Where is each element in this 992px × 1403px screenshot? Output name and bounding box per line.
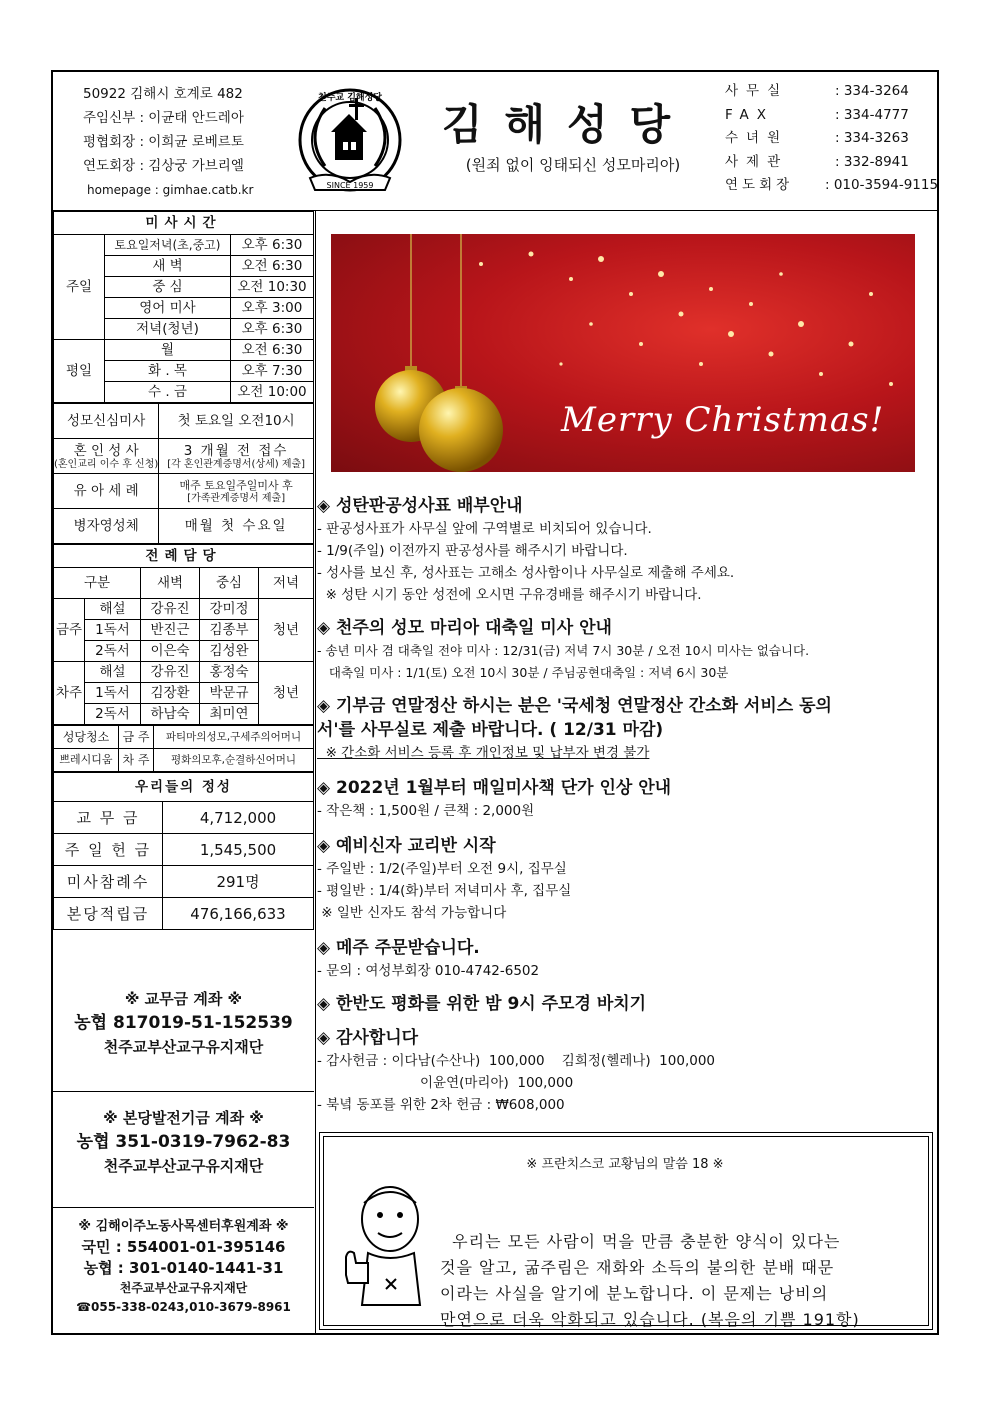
- quote-line: 것을 알고, 굶주림은 재화와 소득의 불의한 분배 때문: [440, 1258, 835, 1277]
- mass-schedule-table: [53, 211, 314, 403]
- offering-value: 1,545,500: [163, 834, 314, 866]
- duty-label: 성당청소: [54, 726, 119, 749]
- role: 2독서: [85, 704, 141, 725]
- notice-line: ※ 성탄 시기 동안 성전에 오시면 구유경배를 해주시기 바랍니다.: [317, 587, 702, 603]
- person: 최미연: [200, 704, 259, 725]
- notice-line: - 송년 미사 겸 대축일 전야 미사 : 12/31(금) 저녁 7시 30분 / 오전 10시 미사는 없습니다.: [317, 643, 810, 658]
- role: 1독서: [85, 683, 141, 704]
- contact-row: [725, 127, 938, 151]
- quote-line: 이라는 사실을 알기에 분노합니다. 이 문제는 낭비의: [440, 1284, 829, 1303]
- mass-time: 오전 6:30: [231, 256, 314, 277]
- duty-week: 차 주: [119, 749, 154, 772]
- offering-label: 교 무 금: [54, 802, 163, 834]
- notice-heading: ◈ 2022년 1월부터 매일미사책 단가 인상 안내: [317, 778, 672, 798]
- mass-time: 오전 10:30: [231, 277, 314, 298]
- mass-heading: 미사시간: [54, 212, 314, 235]
- left-column: [53, 211, 316, 1333]
- offering-label: 본당적립금: [54, 898, 163, 930]
- contact-value: : 334-4777: [835, 106, 909, 123]
- contact-row: [725, 174, 938, 198]
- mass-time: 오전 6:30: [231, 340, 314, 361]
- notice-heading: ◈ 예비신자 교리반 시작: [317, 836, 496, 856]
- person: 강미정: [200, 599, 259, 620]
- quote-body: [440, 1229, 860, 1333]
- group-name: 차주: [54, 662, 85, 725]
- liturgy-heading: 전례담당: [54, 545, 314, 568]
- contact-value: : 332-8941: [835, 153, 909, 170]
- contact-row: [725, 151, 938, 175]
- parish-info: [83, 82, 253, 202]
- contact-value: : 334-3263: [835, 130, 909, 146]
- offering-label: 주 일 헌 금: [54, 834, 163, 866]
- contact-list: [725, 80, 938, 198]
- role: 해설: [85, 662, 141, 683]
- logo-since: SINCE 1959: [326, 181, 374, 190]
- divider: [53, 1207, 314, 1208]
- sacrament-value: 매월 첫 수요일: [159, 509, 314, 544]
- notice-line: - 작은책 : 1,500원 / 큰책 : 2,000원: [317, 803, 535, 819]
- mass-time: 오후 3:00: [231, 298, 314, 319]
- mass-time: 오후 7:30: [231, 361, 314, 382]
- sacrament-name-note: (혼인교리 이수 후 신청): [54, 458, 159, 470]
- evening-team: 청년: [259, 599, 314, 662]
- liturgy-table: [53, 544, 314, 725]
- quote-line: 만연으로 더욱 악화되고 있습니다. (복음의 기쁨 191항): [440, 1310, 860, 1329]
- notice-heading: ◈ 기부금 연말정산 하시는 분은 '국세청 연말정산 간소화 서비스 동의: [317, 696, 832, 716]
- contact-value: : 010-3594-9115: [825, 177, 939, 193]
- page-subtitle: (원죄 없이 잉태되신 성모마리아): [465, 156, 681, 174]
- account-title: ※ 본당발전기금 계좌 ※: [103, 1109, 264, 1127]
- contact-value: : 334-3264: [835, 83, 909, 99]
- col-header: 구분: [54, 568, 141, 599]
- sacrament-note: [각 혼인관계증명서(상세) 제출]: [167, 458, 306, 470]
- youth-president: 연도회장 : 김상궁 가브리엘: [83, 158, 244, 174]
- bulletin-frame: [51, 70, 939, 1335]
- sacrament-table: [53, 403, 314, 544]
- sacrament-note: [가족관계증명서 제출]: [187, 492, 286, 504]
- notice-line: - 성사를 보신 후, 성사표는 고해소 성사함이나 사무실로 제출해 주세요.: [317, 565, 735, 581]
- notice-heading-cont: 서'를 사무실로 제출 바랍니다. ( 12/31 마감): [317, 720, 664, 740]
- mass-time: 오후 6:30: [231, 235, 314, 256]
- contact-label: 연도회장: [725, 177, 794, 193]
- account-owner: 천주교부산교구유지재단: [103, 1157, 264, 1175]
- col-header: 저녁: [259, 568, 314, 599]
- duty-value: 파티마의성모,구세주의어머니: [154, 726, 314, 749]
- contact-row: [725, 104, 938, 128]
- development-account: [53, 1106, 314, 1178]
- role: 2독서: [85, 641, 141, 662]
- person: 이은숙: [141, 641, 200, 662]
- christmas-banner: [331, 234, 915, 472]
- quote-line: 우리는 모든 사람이 먹을 만큼 충분한 양식이 있다는: [440, 1232, 841, 1251]
- sacrament-name: 병자영성체: [54, 509, 159, 544]
- divider: [53, 1091, 314, 1092]
- mass-time: 오전 10:00: [231, 382, 314, 403]
- pastor: 주임신부 : 이균태 안드레아: [83, 110, 244, 126]
- duty-value: 평화의모후,순결하신어머니: [154, 749, 314, 772]
- homepage-link[interactable]: homepage : gimhae.catb.kr: [87, 183, 254, 197]
- banner-text: Merry Christmas!: [561, 400, 885, 440]
- person: 김종부: [200, 620, 259, 641]
- role: 해설: [85, 599, 141, 620]
- group-name: 금주: [54, 599, 85, 662]
- quote-title: ※ 프란치스코 교황님의 말씀 18 ※: [526, 1157, 724, 1172]
- page-title: 김해성당: [441, 100, 693, 149]
- person: 반진근: [141, 620, 200, 641]
- account-owner: 천주교부산교구유지재단: [103, 1038, 264, 1056]
- marriage-cell: [54, 439, 159, 474]
- logo-text: 천주교 김해성당: [318, 93, 382, 103]
- notice-heading: ◈ 성탄판공성사표 배부안내: [317, 496, 523, 516]
- notice-line: - 감사헌금 : 이다남(수산나) 100,000 김희정(헬레나) 100,000: [317, 1053, 715, 1069]
- pope-cartoon-icon: [338, 1179, 428, 1309]
- notice-catechumen: [317, 834, 937, 924]
- mass-name: 월: [105, 340, 231, 361]
- mass-name: 중 심: [105, 277, 231, 298]
- notice-line: - 평일반 : 1/4(화)부터 저녁미사 후, 집무실: [317, 883, 572, 899]
- parish-logo: [285, 78, 415, 208]
- account-owner: 천주교부산교구유지재단: [119, 1281, 248, 1295]
- person: 하남숙: [141, 704, 200, 725]
- contact-label: 사무실: [725, 83, 789, 99]
- notice-heading: ◈ 한반도 평화를 위한 밤 9시 주모경 바치기: [317, 994, 647, 1014]
- account-number: 농협 : 301-0140-1441-31: [83, 1259, 284, 1277]
- notice-line: - 주일반 : 1/2(주일)부터 오전 9시, 집무실: [317, 861, 567, 877]
- sacrament-name: 성모신심미사: [54, 404, 159, 439]
- mass-name: 화 . 목: [105, 361, 231, 382]
- person: 김성완: [200, 641, 259, 662]
- pope-quote-box: [319, 1132, 933, 1330]
- marriage-info: [159, 439, 314, 474]
- account-title: ※ 김해이주노동사목센터후원계좌 ※: [78, 1219, 289, 1234]
- sacrament-value: 3 개월 전 접수: [183, 442, 289, 459]
- sacrament-value: 첫 토요일 오전10시: [159, 404, 314, 439]
- notice-solemnity: [317, 616, 937, 684]
- mass-name: 수 . 금: [105, 382, 231, 403]
- mass-name: 저녁(청년): [105, 319, 231, 340]
- sacrament-value: 매주 토요일주일미사 후: [179, 478, 293, 492]
- account-title: ※ 교무금 계좌 ※: [124, 990, 243, 1008]
- notice-line: - 문의 : 여성부회장 010-4742-6502: [317, 963, 540, 979]
- duty-table: [53, 725, 314, 772]
- contact-label: FAX: [725, 106, 775, 123]
- account-number: 농협 817019-51-152539: [74, 1013, 293, 1033]
- notice-line: ※ 간소화 서비스 등록 후 개인정보 및 납부자 변경 불가: [317, 745, 650, 761]
- evening-team: 청년: [259, 662, 314, 725]
- role: 1독서: [85, 620, 141, 641]
- offerings-heading: 우리들의 정성: [54, 773, 314, 802]
- notice-line: - 북녘 동포를 위한 2차 헌금 : ₩608,000: [317, 1097, 565, 1113]
- notice-line: - 1/9(주일) 이전까지 판공성사를 해주시기 바랍니다.: [317, 543, 628, 559]
- offering-value: 4,712,000: [163, 802, 314, 834]
- notice-missal: [317, 776, 937, 822]
- tithe-account: [53, 987, 314, 1059]
- notice-thanks: [317, 1026, 937, 1116]
- mass-time: 오후 6:30: [231, 319, 314, 340]
- sunday-label: 주일: [54, 235, 105, 340]
- notice-meju: [317, 936, 937, 982]
- contact-row: [725, 80, 938, 104]
- person: 강유진: [141, 599, 200, 620]
- sacrament-name: 혼 인 성 사: [73, 442, 139, 459]
- person: 박문규: [200, 683, 259, 704]
- notice-heading: ◈ 천주의 성모 마리아 대축일 미사 안내: [317, 618, 612, 638]
- col-header: 새벽: [141, 568, 200, 599]
- notice-line: - 판공성사표가 사무실 앞에 구역별로 비치되어 있습니다.: [317, 521, 652, 537]
- weekday-label: 평일: [54, 340, 105, 403]
- address: 50922 김해시 호계로 482: [83, 86, 243, 102]
- account-number: 농협 351-0319-7962-83: [76, 1132, 291, 1152]
- person: 홍정숙: [200, 662, 259, 683]
- duty-week: 금 주: [119, 726, 154, 749]
- account-number: 국민 : 554001-01-395146: [81, 1238, 286, 1256]
- notice-line: ※ 일반 신자도 참석 가능합니다: [317, 905, 507, 921]
- notice-tax: [317, 694, 937, 764]
- account-phone: ☎055-338-0243,010-3679-8961: [76, 1300, 291, 1314]
- sacrament-name: 유 아 세 례: [54, 474, 159, 509]
- notice-confession: [317, 494, 937, 606]
- notice-line: 대축일 미사 : 1/1(토) 오전 10시 30분 / 주님공현대축일 : 저녁 6시 30분: [317, 665, 729, 680]
- person: 강유진: [141, 662, 200, 683]
- person: 김장환: [141, 683, 200, 704]
- council-president: 평협회장 : 이희균 로베르토: [83, 134, 244, 150]
- col-header: 중심: [200, 568, 259, 599]
- baptism-info: [159, 474, 314, 509]
- notice-heading: ◈ 감사합니다: [317, 1028, 419, 1048]
- offering-value: 291명: [163, 866, 314, 898]
- duty-label: 쁘레시디움: [54, 749, 119, 772]
- notice-line: 이윤연(마리아) 100,000: [317, 1075, 574, 1091]
- notice-heading: ◈ 메주 주문받습니다.: [317, 938, 480, 958]
- contact-label: 수녀원: [725, 130, 789, 146]
- contact-label: 사제관: [725, 153, 789, 170]
- offering-label: 미사참례수: [54, 866, 163, 898]
- mass-name: 새 벽: [105, 256, 231, 277]
- offerings-table: [53, 772, 314, 930]
- mass-name: 영어 미사: [105, 298, 231, 319]
- offering-value: 476,166,633: [163, 898, 314, 930]
- mass-name: 토요일저녁(초,중고): [105, 235, 231, 256]
- notice-peace-prayer: [317, 992, 937, 1016]
- labor-center-account: [53, 1216, 314, 1317]
